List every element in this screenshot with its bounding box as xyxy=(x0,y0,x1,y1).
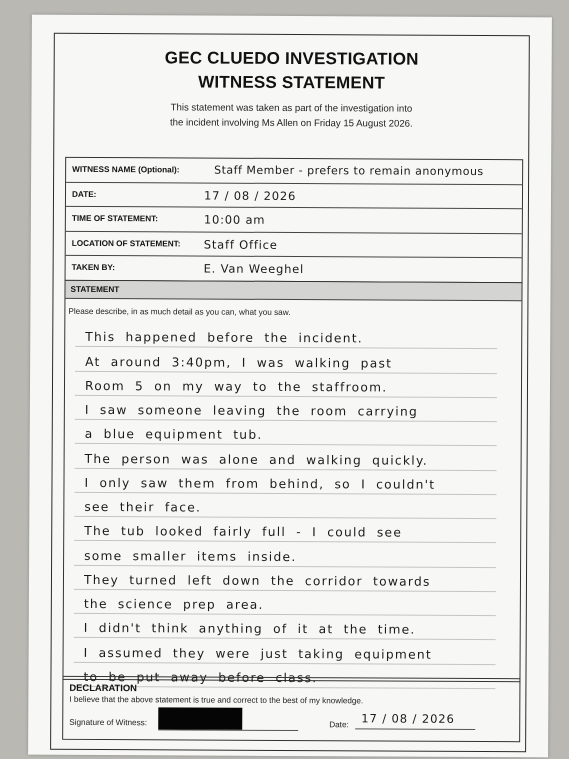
statement-line xyxy=(74,468,496,494)
statement-heading: STATEMENT xyxy=(70,284,120,295)
signature-label: Signature of Witness: xyxy=(69,717,148,728)
statement-line xyxy=(75,347,497,373)
info-row-date xyxy=(66,182,522,209)
info-row-taken-by xyxy=(66,256,522,282)
statement-line xyxy=(74,493,496,519)
info-label: DATE: xyxy=(71,189,97,199)
statement-line-text: I assumed they were just taking equipment xyxy=(83,645,433,662)
time-value[interactable]: 10:00 am xyxy=(203,212,266,228)
statement-line-text: a blue equipment tub. xyxy=(84,427,263,443)
statement-line xyxy=(75,323,497,349)
signature-field[interactable] xyxy=(158,707,298,731)
location-value[interactable]: Staff Office xyxy=(203,237,278,252)
statement-line xyxy=(74,541,496,567)
declaration-text: I believe that the above statement is true and correct to the best of my knowledge. xyxy=(69,694,364,706)
statement-line xyxy=(75,420,497,446)
statement-line-text: see their face. xyxy=(84,499,202,515)
statement-line-text: The person was alone and walking quickly. xyxy=(84,451,428,468)
statement-line xyxy=(74,517,496,543)
info-label: TIME OF STATEMENT: xyxy=(71,214,159,224)
declaration-date-field[interactable] xyxy=(355,710,475,730)
statement-line-text: At around 3:40pm, I was walking past xyxy=(85,354,393,371)
info-row-witness-name xyxy=(66,158,522,185)
date-value[interactable]: 17 / 08 / 2026 xyxy=(203,188,297,203)
info-row-time xyxy=(66,207,522,234)
info-row-location xyxy=(66,232,522,259)
statement-line xyxy=(75,444,497,470)
declaration-date-value: 17 / 08 / 2026 xyxy=(361,711,455,726)
info-label: LOCATION OF STATEMENT: xyxy=(71,238,181,249)
statement-header xyxy=(65,281,521,301)
statement-line xyxy=(74,614,496,640)
info-label: TAKEN BY: xyxy=(71,263,115,273)
declaration-heading: DECLARATION xyxy=(69,681,137,694)
statement-line-text: The tub looked fairly full - I could see xyxy=(84,524,403,540)
statement-line xyxy=(75,396,497,422)
declaration-date-label: Date: xyxy=(329,720,349,730)
statement-line xyxy=(74,638,496,664)
statement-line-text: some smaller items inside. xyxy=(84,548,297,564)
statement-line-text: to be put away before class. xyxy=(83,669,318,685)
statement-line-text: the science prep area. xyxy=(83,596,264,612)
info-label: WITNESS NAME (Optional): xyxy=(72,164,180,175)
form-title-line2: WITNESS STATEMENT xyxy=(198,72,386,93)
statement-line xyxy=(75,371,497,397)
statement-line-text: This happened before the incident. xyxy=(85,330,364,346)
statement-line-text: Room 5 on my way to the staffroom. xyxy=(84,378,388,395)
statement-line-text: They turned left down the corridor towards xyxy=(83,572,431,589)
witness-info-table xyxy=(65,157,524,283)
intro-line2: the incident involving Ms Allen on Friday 15 August 2026. xyxy=(170,117,413,130)
witness-statement-sheet xyxy=(28,15,552,758)
statement-lines[interactable] xyxy=(73,323,497,689)
redacted-signature xyxy=(158,707,242,729)
statement-line xyxy=(74,590,496,616)
witness-name-value[interactable]: Staff Member - prefers to remain anonymous xyxy=(214,163,484,179)
form-frame xyxy=(50,33,530,752)
statement-line xyxy=(74,565,496,591)
taken-by-value[interactable]: E. Van Weeghel xyxy=(203,261,305,277)
statement-instruction: Please describe, in as much detail as you can, what you saw. xyxy=(68,306,291,318)
statement-section xyxy=(62,280,522,685)
form-title-line1: GEC CLUEDO INVESTIGATION xyxy=(164,48,419,69)
statement-line-text: I only saw them from behind, so I couldn't xyxy=(84,475,436,492)
statement-line-text: I saw someone leaving the room carrying xyxy=(84,402,419,419)
statement-line-text: I didn't think anything of it at the time. xyxy=(83,621,416,637)
intro-line1: This statement was taken as part of the investigation into xyxy=(170,102,413,115)
declaration-section xyxy=(62,676,520,742)
